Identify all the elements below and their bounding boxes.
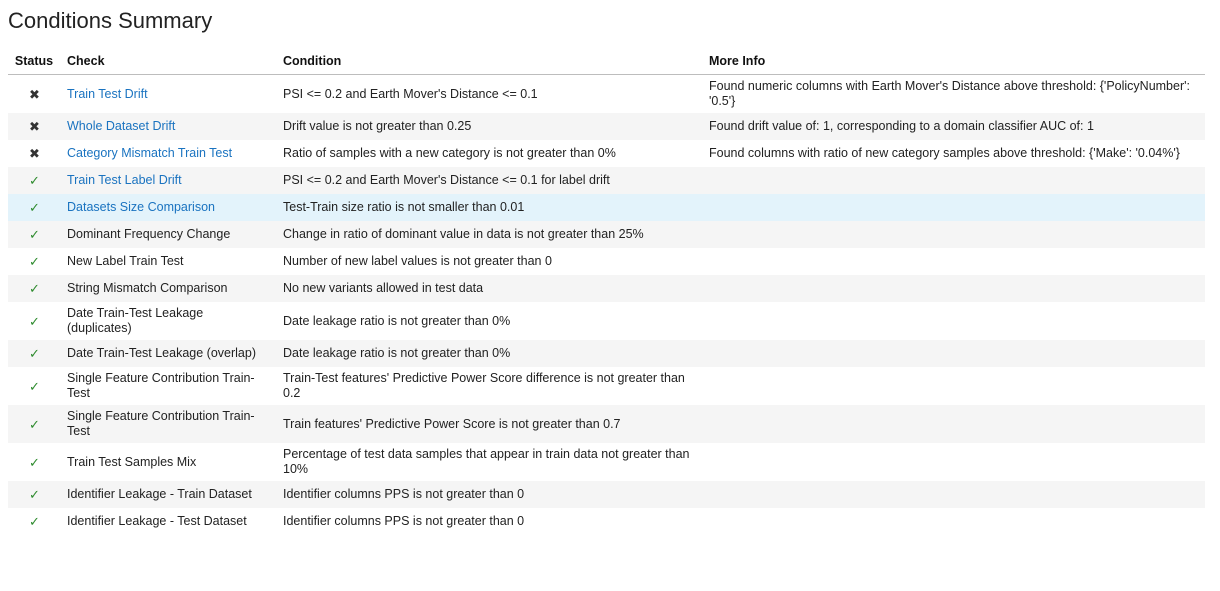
check-cell <box>60 481 276 508</box>
status-cell <box>8 302 60 340</box>
table-row <box>8 221 1205 248</box>
check-mark-icon: ✓ <box>29 487 40 502</box>
check-cell <box>60 221 276 248</box>
status-cell <box>8 248 60 275</box>
more-info-cell <box>702 248 1205 275</box>
status-cell <box>8 221 60 248</box>
status-cell <box>8 75 60 114</box>
more-info-cell: Found numeric columns with Earth Mover's Distance above threshold: {'PolicyNumber': '0.5'} <box>709 79 1190 108</box>
more-info-cell <box>702 405 1205 443</box>
check-mark-icon: ✓ <box>29 281 40 296</box>
status-cell <box>8 367 60 405</box>
check-name: Train Test Samples Mix <box>67 454 197 469</box>
check-cell <box>60 302 276 340</box>
condition-cell: Number of new label values is not greater than 0 <box>283 254 552 268</box>
status-cell <box>8 340 60 367</box>
table-row <box>8 275 1205 302</box>
check-cell <box>60 75 276 114</box>
table-row <box>8 481 1205 508</box>
table-row <box>8 113 1205 140</box>
check-mark-icon: ✓ <box>29 416 40 432</box>
status-cell <box>8 194 60 221</box>
more-info-cell <box>702 481 1205 508</box>
check-mark-icon: ✓ <box>29 173 40 188</box>
more-info-cell <box>702 302 1205 340</box>
check-cell <box>60 275 276 302</box>
check-name: Date Train-Test Leakage (overlap) <box>67 346 256 360</box>
check-mark-icon: ✓ <box>29 254 40 269</box>
check-cell <box>60 113 276 140</box>
check-mark-icon: ✓ <box>29 378 40 394</box>
more-info-cell <box>702 194 1205 221</box>
more-info-cell <box>702 508 1205 535</box>
more-info-cell: Found columns with ratio of new category samples above threshold: {'Make': '0.04%'} <box>709 146 1180 160</box>
table-row <box>8 248 1205 275</box>
check-cell <box>60 443 276 481</box>
check-name: Single Feature Contribution Train-Test <box>67 371 255 400</box>
table-row <box>8 140 1205 167</box>
condition-cell: PSI <= 0.2 and Earth Mover's Distance <= 0.1 <box>283 86 538 101</box>
more-info-cell <box>702 275 1205 302</box>
table-row <box>8 443 1205 481</box>
check-name: New Label Train Test <box>67 254 184 268</box>
table-row <box>8 405 1205 443</box>
table-body <box>8 75 1205 536</box>
table-header <box>8 50 1205 75</box>
check-mark-icon: ✓ <box>29 227 40 242</box>
more-info-cell <box>702 221 1205 248</box>
check-link-datasets-size-comparison[interactable]: Datasets Size Comparison <box>67 200 215 214</box>
column-header-status: Status <box>8 50 60 75</box>
check-mark-icon: ✓ <box>29 514 40 529</box>
x-mark-icon: ✖ <box>29 119 40 134</box>
table-row <box>8 194 1205 221</box>
check-cell <box>60 248 276 275</box>
condition-cell: Change in ratio of dominant value in data is not greater than 25% <box>276 221 702 248</box>
more-info-cell: Found drift value of: 1, corresponding to a domain classifier AUC of: 1 <box>702 113 1205 140</box>
check-cell <box>60 508 276 535</box>
condition-cell: Percentage of test data samples that appear in train data not greater than 10% <box>283 447 690 476</box>
status-cell <box>8 443 60 481</box>
column-header-more-info: More Info <box>702 50 1205 75</box>
condition-cell: PSI <= 0.2 and Earth Mover's Distance <= 0.1 for label drift <box>276 167 702 194</box>
column-header-check: Check <box>60 50 276 75</box>
condition-cell: Identifier columns PPS is not greater than 0 <box>283 514 525 528</box>
column-header-condition: Condition <box>276 50 702 75</box>
check-cell <box>60 167 276 194</box>
check-mark-icon: ✓ <box>29 200 40 215</box>
more-info-cell <box>702 167 1205 194</box>
condition-cell: Identifier columns PPS is not greater than 0 <box>276 481 702 508</box>
check-cell <box>60 405 276 443</box>
x-mark-icon: ✖ <box>29 146 40 161</box>
table-row <box>8 367 1205 405</box>
condition-cell: Date leakage ratio is not greater than 0% <box>276 340 702 367</box>
check-mark-icon: ✓ <box>29 313 40 329</box>
condition-cell: No new variants allowed in test data <box>276 275 702 302</box>
more-info-cell <box>702 340 1205 367</box>
check-name: Identifier Leakage - Train Dataset <box>67 487 252 501</box>
header-row <box>8 50 1205 75</box>
check-cell <box>60 140 276 167</box>
table-row <box>8 508 1205 535</box>
check-mark-icon: ✓ <box>29 454 40 470</box>
condition-cell: Date leakage ratio is not greater than 0% <box>283 313 511 328</box>
condition-cell: Ratio of samples with a new category is not greater than 0% <box>283 146 616 160</box>
more-info-cell <box>702 367 1205 405</box>
check-cell <box>60 194 276 221</box>
check-name: Identifier Leakage - Test Dataset <box>67 514 247 528</box>
check-name: Single Feature Contribution Train-Test <box>67 409 255 438</box>
table-row <box>8 75 1205 114</box>
check-link-category-mismatch-train-test[interactable]: Category Mismatch Train Test <box>67 146 233 160</box>
status-cell <box>8 405 60 443</box>
x-mark-icon: ✖ <box>29 86 40 102</box>
table-row <box>8 302 1205 340</box>
check-name: Date Train-Test Leakage (duplicates) <box>67 306 204 335</box>
page-title: Conditions Summary <box>8 8 213 33</box>
check-link-train-test-drift[interactable]: Train Test Drift <box>67 86 148 101</box>
status-cell <box>8 275 60 302</box>
conditions-table <box>8 50 1205 535</box>
check-mark-icon: ✓ <box>29 346 40 361</box>
check-cell <box>60 367 276 405</box>
table-row <box>8 340 1205 367</box>
condition-cell: Drift value is not greater than 0.25 <box>276 113 702 140</box>
status-cell <box>8 167 60 194</box>
check-link-whole-dataset-drift[interactable]: Whole Dataset Drift <box>67 119 176 133</box>
status-cell <box>8 113 60 140</box>
check-link-train-test-label-drift[interactable]: Train Test Label Drift <box>67 173 182 187</box>
status-cell <box>8 481 60 508</box>
condition-cell: Train features' Predictive Power Score is not greater than 0.7 <box>276 405 702 443</box>
condition-cell: Train-Test features' Predictive Power Score difference is not greater than 0.2 <box>283 371 685 400</box>
check-cell <box>60 340 276 367</box>
more-info-cell <box>702 443 1205 481</box>
condition-cell: Test-Train size ratio is not smaller than 0.01 <box>276 194 702 221</box>
status-cell <box>8 508 60 535</box>
check-name: Dominant Frequency Change <box>67 227 231 241</box>
table-row <box>8 167 1205 194</box>
status-cell <box>8 140 60 167</box>
check-name: String Mismatch Comparison <box>67 281 228 295</box>
